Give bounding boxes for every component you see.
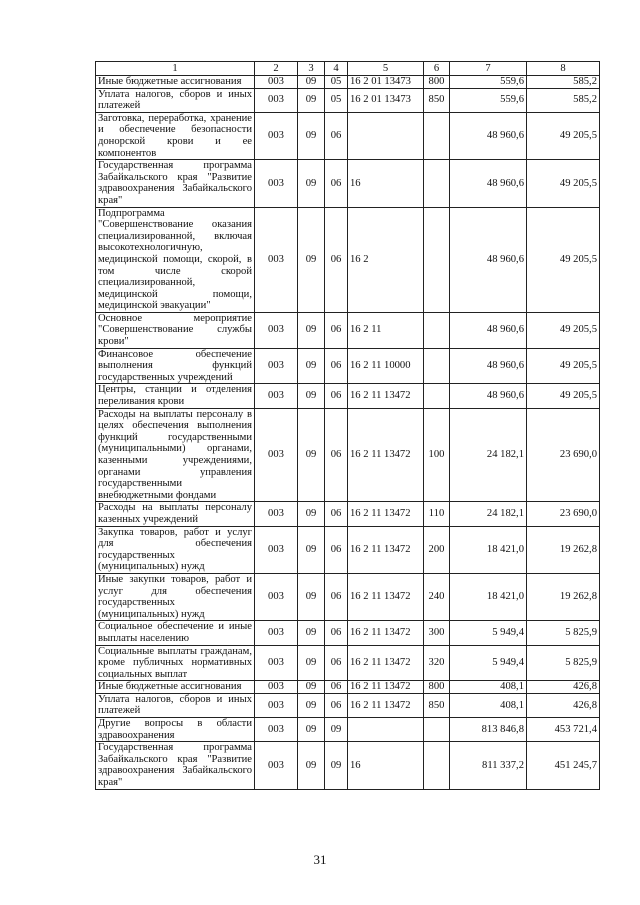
target-article-cell: 16 2 11 13472 — [348, 693, 424, 717]
table-row — [96, 160, 600, 207]
amount-year1-cell: 408,1 — [450, 693, 527, 717]
section-code-cell: 09 — [298, 76, 325, 89]
row-name-cell: Уплата налогов, сборов и иных платежей — [96, 693, 255, 717]
expense-type-cell — [424, 207, 450, 312]
admin-code-cell: 003 — [255, 526, 298, 573]
table-row — [96, 681, 600, 694]
amount-year1-cell: 813 846,8 — [450, 718, 527, 742]
target-article-cell: 16 2 11 13472 — [348, 502, 424, 526]
admin-code-cell: 003 — [255, 88, 298, 112]
expense-type-cell: 110 — [424, 502, 450, 526]
page-number: 31 — [313, 852, 327, 867]
expense-type-cell: 850 — [424, 693, 450, 717]
section-code-cell: 09 — [298, 645, 325, 681]
table-row — [96, 526, 600, 573]
row-name-cell: Центры, станции и отделения переливания крови — [96, 384, 255, 408]
admin-code-cell: 003 — [255, 348, 298, 384]
column-header: 5 — [348, 62, 424, 76]
row-name-cell: Социальные выплаты гражданам, кроме публичных нормативных социальных выплат — [96, 645, 255, 681]
admin-code-cell: 003 — [255, 681, 298, 694]
target-article-cell: 16 2 11 13472 — [348, 408, 424, 502]
amount-year2-cell: 585,2 — [527, 88, 600, 112]
column-header: 8 — [527, 62, 600, 76]
admin-code-cell: 003 — [255, 160, 298, 207]
section-code-cell: 09 — [298, 312, 325, 348]
amount-year2-cell: 19 262,8 — [527, 573, 600, 620]
table-row — [96, 718, 600, 742]
row-name-cell: Уплата налогов, сборов и иных платежей — [96, 88, 255, 112]
amount-year2-cell: 5 825,9 — [527, 621, 600, 645]
target-article-cell: 16 2 11 13472 — [348, 645, 424, 681]
column-header: 6 — [424, 62, 450, 76]
target-article-cell — [348, 112, 424, 159]
expense-type-cell — [424, 384, 450, 408]
target-article-cell: 16 2 11 13472 — [348, 573, 424, 620]
table-row — [96, 348, 600, 384]
target-article-cell: 16 — [348, 742, 424, 789]
section-code-cell: 09 — [298, 693, 325, 717]
subsection-code-cell: 06 — [325, 573, 348, 620]
section-code-cell: 09 — [298, 681, 325, 694]
amount-year2-cell: 49 205,5 — [527, 312, 600, 348]
section-code-cell: 09 — [298, 742, 325, 789]
admin-code-cell: 003 — [255, 207, 298, 312]
table-row — [96, 76, 600, 89]
section-code-cell: 09 — [298, 384, 325, 408]
expense-type-cell: 240 — [424, 573, 450, 620]
expense-type-cell: 300 — [424, 621, 450, 645]
row-name-cell: Государственная программа Забайкальского края "Развитие здравоохранения Забайкальского края" — [96, 160, 255, 207]
subsection-code-cell: 06 — [325, 502, 348, 526]
expense-type-cell — [424, 348, 450, 384]
amount-year2-cell: 49 205,5 — [527, 384, 600, 408]
section-code-cell: 09 — [298, 348, 325, 384]
amount-year1-cell: 18 421,0 — [450, 526, 527, 573]
column-header: 4 — [325, 62, 348, 76]
row-name-cell: Государственная программа Забайкальского края "Развитие здравоохранения Забайкальского края" — [96, 742, 255, 789]
subsection-code-cell: 06 — [325, 207, 348, 312]
expense-type-cell: 850 — [424, 88, 450, 112]
section-code-cell: 09 — [298, 502, 325, 526]
target-article-cell: 16 — [348, 160, 424, 207]
table-row — [96, 621, 600, 645]
amount-year1-cell: 24 182,1 — [450, 408, 527, 502]
amount-year1-cell: 5 949,4 — [450, 645, 527, 681]
amount-year2-cell: 23 690,0 — [527, 502, 600, 526]
expense-type-cell — [424, 112, 450, 159]
amount-year2-cell: 49 205,5 — [527, 160, 600, 207]
column-header: 7 — [450, 62, 527, 76]
section-code-cell: 09 — [298, 112, 325, 159]
subsection-code-cell: 06 — [325, 112, 348, 159]
amount-year1-cell: 48 960,6 — [450, 312, 527, 348]
table-row — [96, 88, 600, 112]
amount-year1-cell: 559,6 — [450, 88, 527, 112]
amount-year1-cell: 48 960,6 — [450, 207, 527, 312]
subsection-code-cell: 06 — [325, 681, 348, 694]
row-name-cell: Иные бюджетные ассигнования — [96, 76, 255, 89]
column-header: 3 — [298, 62, 325, 76]
row-name-cell: Расходы на выплаты персоналу казенных учреждений — [96, 502, 255, 526]
subsection-code-cell: 06 — [325, 621, 348, 645]
table-row — [96, 207, 600, 312]
target-article-cell: 16 2 11 13472 — [348, 384, 424, 408]
section-code-cell: 09 — [298, 88, 325, 112]
subsection-code-cell: 06 — [325, 645, 348, 681]
row-name-cell: Расходы на выплаты персоналу в целях обеспечения выполнения функций государственными (муниципальными) органами, казенными учреждениями, органами управления государственными внебюджетными фондами — [96, 408, 255, 502]
subsection-code-cell: 06 — [325, 384, 348, 408]
admin-code-cell: 003 — [255, 742, 298, 789]
row-name-cell: Иные бюджетные ассигнования — [96, 681, 255, 694]
amount-year2-cell: 49 205,5 — [527, 348, 600, 384]
amount-year2-cell: 426,8 — [527, 681, 600, 694]
admin-code-cell: 003 — [255, 645, 298, 681]
admin-code-cell: 003 — [255, 384, 298, 408]
section-code-cell: 09 — [298, 621, 325, 645]
table-row — [96, 502, 600, 526]
admin-code-cell: 003 — [255, 112, 298, 159]
subsection-code-cell: 09 — [325, 742, 348, 789]
amount-year1-cell: 811 337,2 — [450, 742, 527, 789]
target-article-cell: 16 2 01 13473 — [348, 76, 424, 89]
subsection-code-cell: 09 — [325, 718, 348, 742]
amount-year2-cell: 451 245,7 — [527, 742, 600, 789]
budget-table — [95, 61, 600, 790]
row-name-cell: Другие вопросы в области здравоохранения — [96, 718, 255, 742]
admin-code-cell: 003 — [255, 502, 298, 526]
subsection-code-cell: 06 — [325, 693, 348, 717]
header-row — [96, 62, 600, 76]
target-article-cell — [348, 718, 424, 742]
subsection-code-cell: 06 — [325, 312, 348, 348]
section-code-cell: 09 — [298, 718, 325, 742]
target-article-cell: 16 2 11 10000 — [348, 348, 424, 384]
expense-type-cell — [424, 718, 450, 742]
amount-year1-cell: 559,6 — [450, 76, 527, 89]
expense-type-cell: 800 — [424, 681, 450, 694]
subsection-code-cell: 06 — [325, 526, 348, 573]
target-article-cell: 16 2 11 — [348, 312, 424, 348]
expense-type-cell — [424, 160, 450, 207]
expense-type-cell — [424, 312, 450, 348]
target-article-cell: 16 2 — [348, 207, 424, 312]
section-code-cell: 09 — [298, 160, 325, 207]
expense-type-cell: 800 — [424, 76, 450, 89]
admin-code-cell: 003 — [255, 573, 298, 620]
subsection-code-cell: 06 — [325, 408, 348, 502]
row-name-cell: Иные закупки товаров, работ и услуг для обеспечения государственных (муниципальных) нужд — [96, 573, 255, 620]
target-article-cell: 16 2 11 13472 — [348, 681, 424, 694]
amount-year2-cell: 19 262,8 — [527, 526, 600, 573]
row-name-cell: Подпрограмма "Совершенствование оказания специализированной, включая высокотехнологичную, медицинской помощи, скорой, в том числе скорой специализированной, медицинской помощи, медицинской эвакуации" — [96, 207, 255, 312]
target-article-cell: 16 2 11 13472 — [348, 526, 424, 573]
amount-year2-cell: 453 721,4 — [527, 718, 600, 742]
table-row — [96, 312, 600, 348]
table-row — [96, 408, 600, 502]
expense-type-cell — [424, 742, 450, 789]
amount-year1-cell: 48 960,6 — [450, 160, 527, 207]
section-code-cell: 09 — [298, 408, 325, 502]
amount-year1-cell: 5 949,4 — [450, 621, 527, 645]
table-row — [96, 384, 600, 408]
row-name-cell: Заготовка, переработка, хранение и обеспечение безопасности донорской крови и ее компонентов — [96, 112, 255, 159]
section-code-cell: 09 — [298, 526, 325, 573]
admin-code-cell: 003 — [255, 718, 298, 742]
row-name-cell: Закупка товаров, работ и услуг для обеспечения государственных (муниципальных) нужд — [96, 526, 255, 573]
admin-code-cell: 003 — [255, 76, 298, 89]
amount-year2-cell: 49 205,5 — [527, 207, 600, 312]
admin-code-cell: 003 — [255, 408, 298, 502]
subsection-code-cell: 06 — [325, 348, 348, 384]
column-header: 1 — [96, 62, 255, 76]
target-article-cell: 16 2 11 13472 — [348, 621, 424, 645]
row-name-cell: Финансовое обеспечение выполнения функций государственных учреждений — [96, 348, 255, 384]
admin-code-cell: 003 — [255, 312, 298, 348]
row-name-cell: Основное мероприятие "Совершенствование службы крови" — [96, 312, 255, 348]
section-code-cell: 09 — [298, 207, 325, 312]
amount-year1-cell: 48 960,6 — [450, 112, 527, 159]
expense-type-cell: 200 — [424, 526, 450, 573]
amount-year1-cell: 48 960,6 — [450, 384, 527, 408]
expense-type-cell: 100 — [424, 408, 450, 502]
table-row — [96, 573, 600, 620]
subsection-code-cell: 05 — [325, 76, 348, 89]
amount-year1-cell: 48 960,6 — [450, 348, 527, 384]
row-name-cell: Социальное обеспечение и иные выплаты населению — [96, 621, 255, 645]
admin-code-cell: 003 — [255, 693, 298, 717]
amount-year2-cell: 23 690,0 — [527, 408, 600, 502]
amount-year2-cell: 49 205,5 — [527, 112, 600, 159]
admin-code-cell: 003 — [255, 621, 298, 645]
subsection-code-cell: 06 — [325, 160, 348, 207]
subsection-code-cell: 05 — [325, 88, 348, 112]
table-row — [96, 112, 600, 159]
amount-year1-cell: 24 182,1 — [450, 502, 527, 526]
table-row — [96, 645, 600, 681]
table-row — [96, 742, 600, 789]
amount-year2-cell: 585,2 — [527, 76, 600, 89]
amount-year1-cell: 408,1 — [450, 681, 527, 694]
amount-year2-cell: 5 825,9 — [527, 645, 600, 681]
column-header: 2 — [255, 62, 298, 76]
expense-type-cell: 320 — [424, 645, 450, 681]
amount-year1-cell: 18 421,0 — [450, 573, 527, 620]
table-body — [96, 62, 600, 790]
amount-year2-cell: 426,8 — [527, 693, 600, 717]
target-article-cell: 16 2 01 13473 — [348, 88, 424, 112]
table-row — [96, 693, 600, 717]
section-code-cell: 09 — [298, 573, 325, 620]
